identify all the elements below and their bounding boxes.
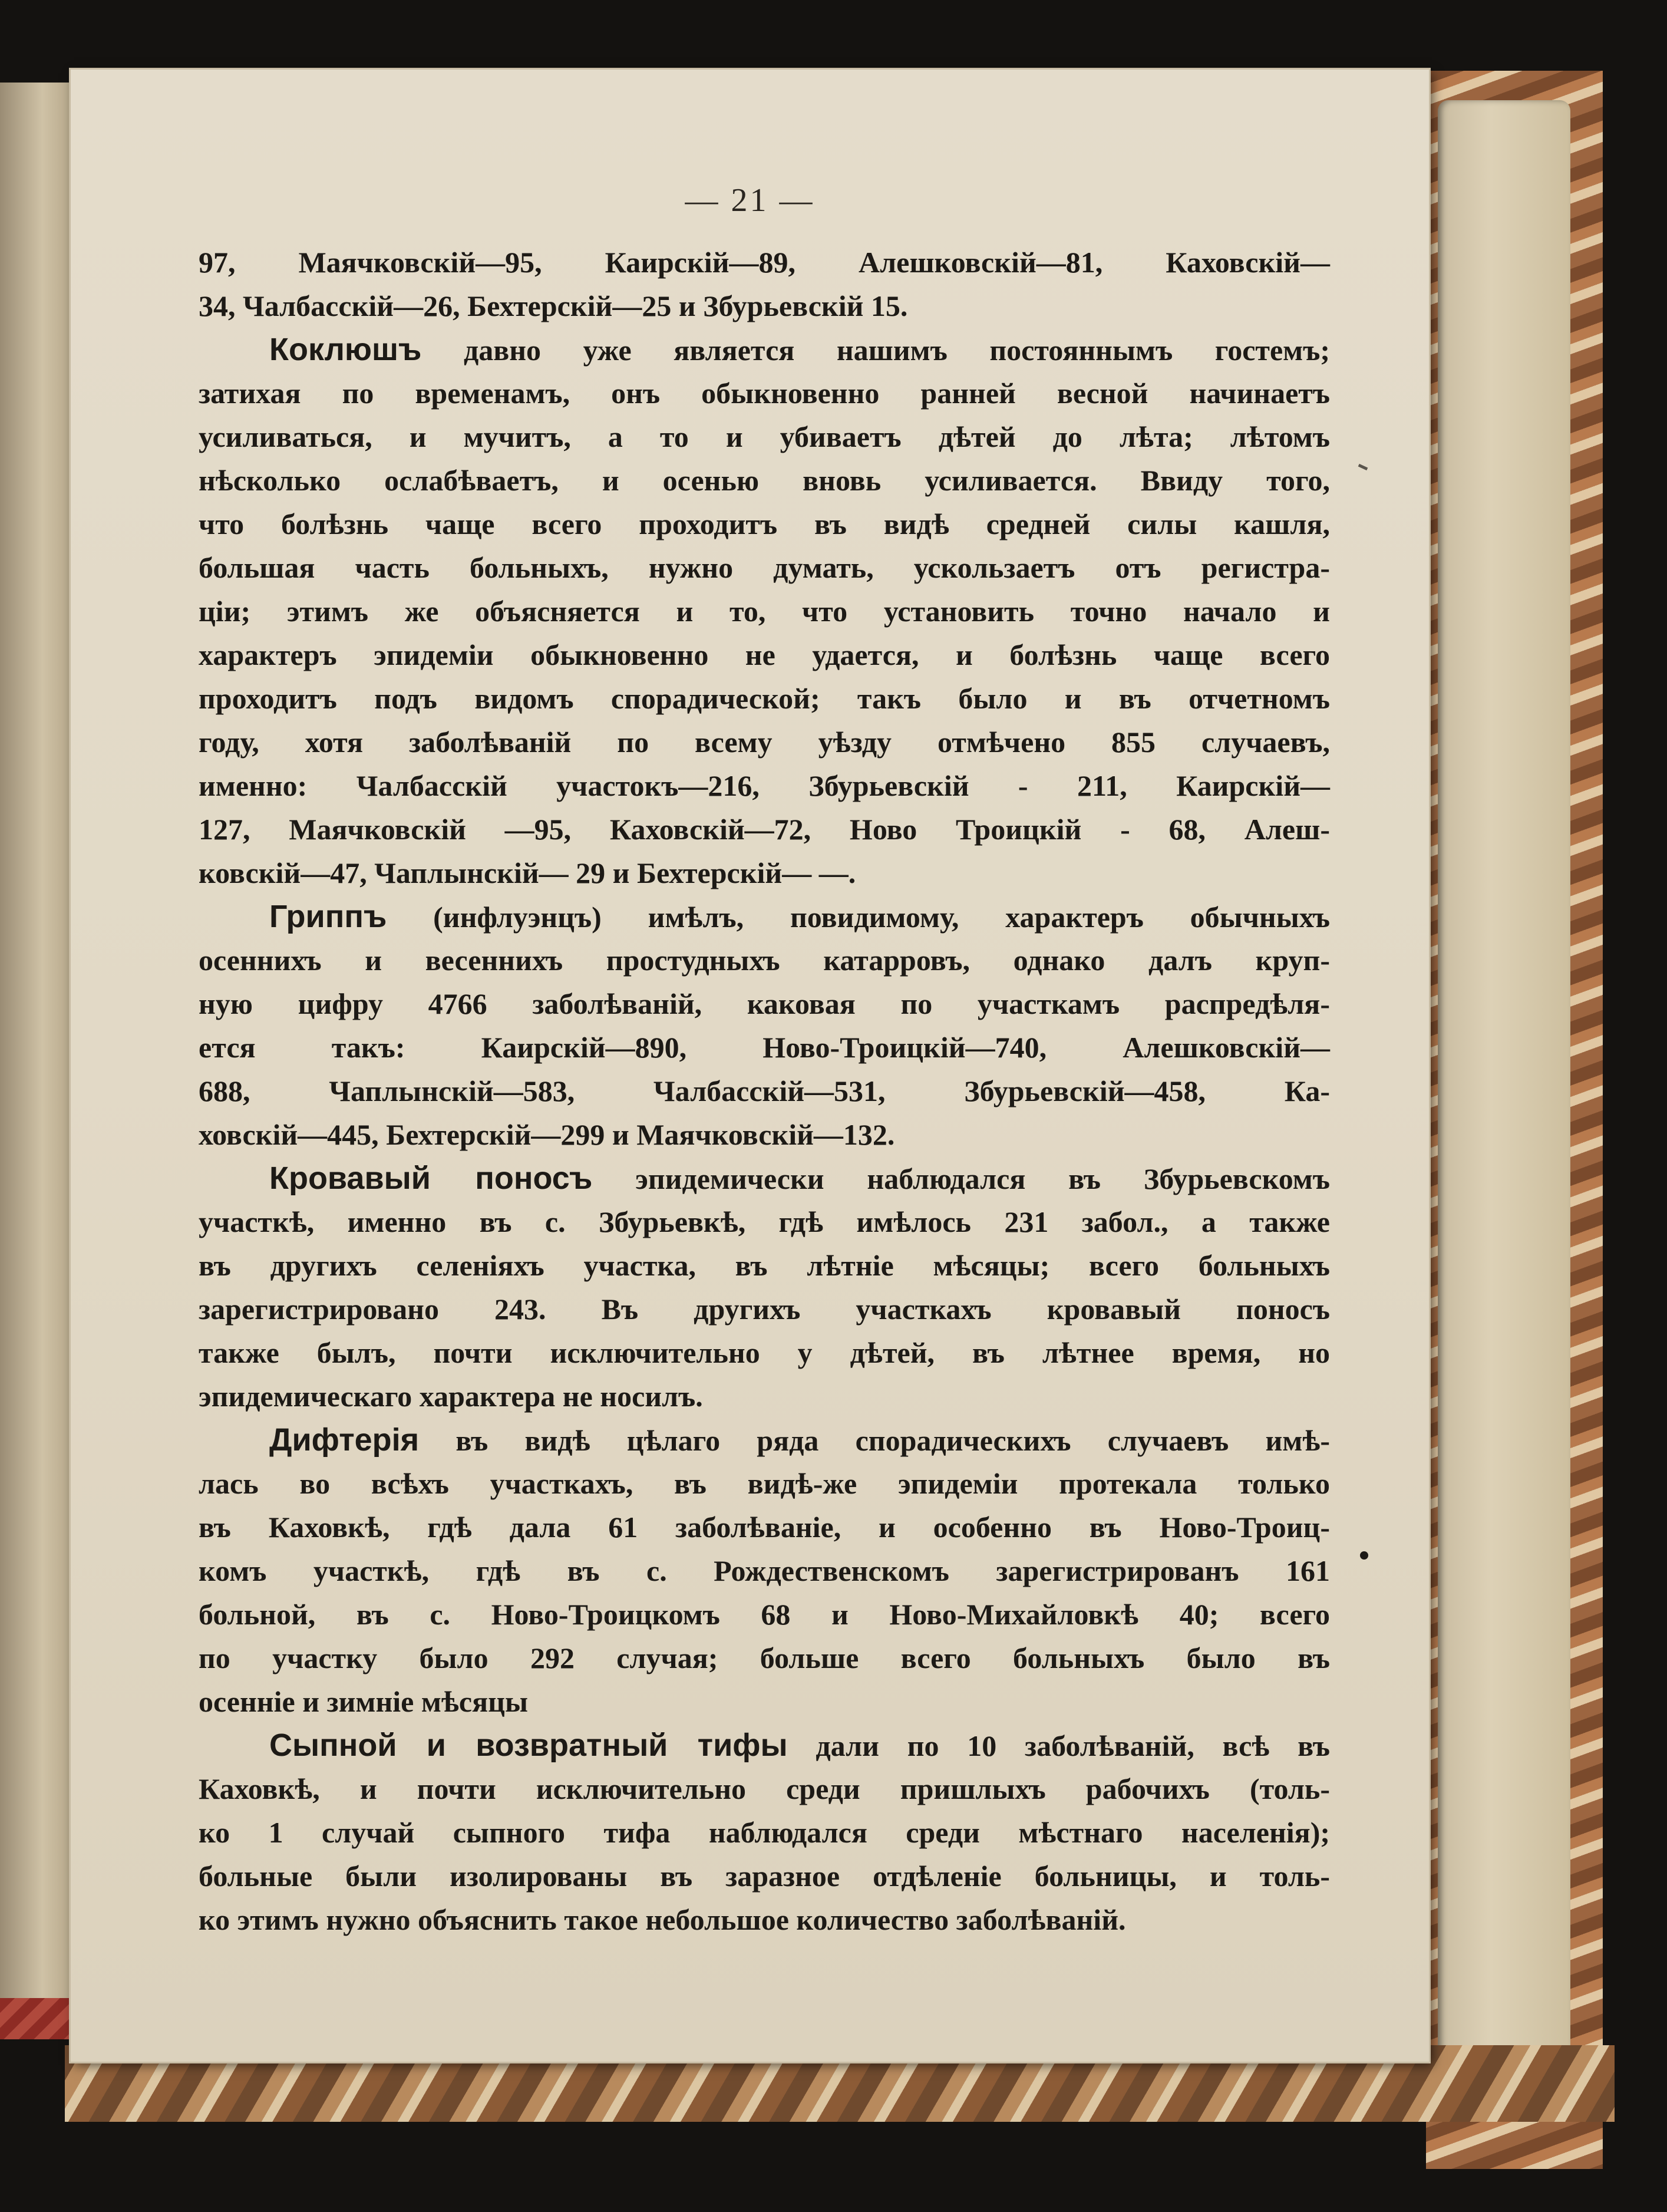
line-text: больные были изолированы въ заразное отдѣленіе больницы, и толь- — [199, 1860, 1330, 1893]
text-line — [199, 1287, 1330, 1331]
line-text: усиливаться, и мучитъ, а то и убиваетъ дѣтей до лѣта; лѣтомъ — [199, 420, 1330, 453]
text-line — [199, 807, 1330, 851]
line-text: большая часть больныхъ, нужно думать, ускользаетъ отъ регистра- — [199, 551, 1330, 584]
text-line — [199, 240, 1330, 284]
line-text: ціи; этимъ же объясняется и то, что установить точно начало и — [199, 595, 1330, 628]
line-text: Каховкѣ, и почти исключительно среди пришлыхъ рабочихъ (толь- — [199, 1772, 1330, 1805]
text-line — [199, 1636, 1330, 1680]
text-line — [199, 1549, 1330, 1593]
text-line — [199, 1462, 1330, 1505]
text-line — [199, 1200, 1330, 1244]
line-text: ется такъ: Каирскій—890, Ново-Троицкій—740, Алешковскій— — [199, 1031, 1330, 1064]
text-line — [199, 938, 1330, 982]
text-line — [199, 677, 1330, 720]
line-text: ко этимъ нужно объяснить такое небольшое количество заболѣваній. — [199, 1903, 1126, 1936]
text-line — [199, 764, 1330, 807]
text-line — [199, 982, 1330, 1026]
line-text: проходитъ подъ видомъ спорадической; такъ было и въ отчетномъ — [199, 682, 1330, 715]
line-text: участкѣ, именно въ с. Збурьевкѣ, гдѣ имѣлось 231 забол., а также — [199, 1205, 1330, 1238]
line-text: также былъ, почти исключительно у дѣтей, въ лѣтнее время, но — [199, 1336, 1330, 1369]
margin-dot — [1360, 1551, 1368, 1560]
text-line — [199, 1113, 1330, 1156]
text-line — [199, 1723, 1330, 1767]
page-number: — 21 — — [685, 182, 815, 219]
line-text: именно: Чалбасскій участокъ—216, Збурьевскій - 211, Каирскій— — [199, 769, 1330, 802]
text-line — [199, 1680, 1330, 1723]
book-page — [71, 70, 1429, 2062]
facing-page-edge — [0, 83, 74, 2039]
line-text: больной, въ с. Ново-Троицкомъ 68 и Ново-Михайловкѣ 40; всего — [199, 1598, 1330, 1631]
text-line — [199, 1069, 1330, 1113]
line-text: 97, Маячковскій—95, Каирскій—89, Алешковскій—81, Каховскій— — [199, 246, 1330, 279]
line-text: ную цифру 4766 заболѣваній, каковая по участкамъ распредѣля- — [199, 987, 1330, 1020]
line-text: характеръ эпидеміи обыкновенно не удается, и болѣзнь чаще всего — [199, 638, 1330, 671]
line-text: зарегистрировано 243. Въ другихъ участкахъ кровавый поносъ — [199, 1293, 1330, 1326]
line-text: давно уже является нашимъ постояннымъ гостемъ; — [463, 334, 1331, 367]
text-line — [199, 1811, 1330, 1854]
text-line — [199, 1026, 1330, 1069]
line-text: нѣсколько ослабѣваетъ, и осенью вновь усиливается. Ввиду того, — [199, 464, 1330, 497]
text-line — [199, 328, 1330, 371]
line-text: дали по 10 заболѣваній, всѣ въ — [816, 1729, 1330, 1762]
line-text: въ другихъ селеніяхъ участка, въ лѣтніе мѣсяцы; всего больныхъ — [199, 1249, 1330, 1282]
line-text: осеннихъ и весеннихъ простудныхъ катарровъ, однако далъ круп- — [199, 944, 1330, 977]
text-line — [199, 1374, 1330, 1418]
line-text: 34, Чалбасскій—26, Бехтерскій—25 и Збурьевскій 15. — [199, 289, 908, 322]
section-heading: Кровавый поносъ — [269, 1161, 593, 1196]
text-line — [199, 546, 1330, 589]
line-text: (инфлуэнцъ) имѣлъ, повидимому, характеръ обычныхъ — [433, 901, 1330, 934]
line-text: комъ участкѣ, гдѣ въ с. Рождественскомъ зарегистрированъ 161 — [199, 1554, 1330, 1587]
book-board-right — [1438, 100, 1570, 2092]
text-line — [199, 1898, 1330, 1941]
text-line — [199, 1331, 1330, 1374]
text-line — [199, 459, 1330, 502]
line-text: ко 1 случай сыпного тифа наблюдался среди мѣстнаго населенія); — [199, 1816, 1330, 1849]
text-line — [199, 720, 1330, 764]
body-text — [199, 240, 1330, 1941]
text-line — [199, 633, 1330, 677]
line-text: 688, Чаплынскій—583, Чалбасскій—531, Збурьевскій—458, Ка- — [199, 1074, 1330, 1107]
book-cover-edge-left — [0, 1998, 70, 2039]
text-line — [199, 895, 1330, 938]
line-text: ковскій—47, Чаплынскій— 29 и Бехтерскій— —. — [199, 856, 856, 889]
text-line — [199, 1244, 1330, 1287]
text-line — [199, 1854, 1330, 1898]
line-text: году, хотя заболѣваній по всему уѣзду отмѣчено 855 случаевъ, — [199, 726, 1330, 759]
text-line — [199, 1156, 1330, 1200]
line-text: въ Каховкѣ, гдѣ дала 61 заболѣваніе, и особенно въ Ново-Троиц- — [199, 1511, 1330, 1544]
section-heading: Коклюшъ — [269, 332, 422, 367]
text-line — [199, 502, 1330, 546]
line-text: эпидемическаго характера не носилъ. — [199, 1380, 703, 1413]
text-line — [199, 1418, 1330, 1462]
text-line — [199, 1505, 1330, 1549]
line-text: 127, Маячковскій —95, Каховскій—72, Ново Троицкій - 68, Алеш- — [199, 813, 1330, 846]
text-line — [199, 851, 1330, 895]
text-line — [199, 589, 1330, 633]
text-line — [199, 1593, 1330, 1636]
text-line — [199, 1767, 1330, 1811]
line-text: по участку было 292 случая; больше всего больныхъ было въ — [199, 1641, 1330, 1674]
line-text: затихая по временамъ, онъ обыкновенно ранней весной начинаетъ — [199, 377, 1330, 410]
text-line — [199, 371, 1330, 415]
text-line — [199, 415, 1330, 459]
line-text: въ видѣ цѣлаго ряда спорадическихъ случаевъ имѣ- — [455, 1424, 1330, 1457]
line-text: осенніе и зимніе мѣсяцы — [199, 1685, 529, 1718]
section-heading: Дифтерія — [269, 1422, 420, 1458]
line-text: эпидемически наблюдался въ Збурьевскомъ — [635, 1162, 1330, 1195]
section-heading: Гриппъ — [269, 899, 387, 934]
section-heading: Сыпной и возвратный тифы — [269, 1728, 788, 1763]
text-line — [199, 284, 1330, 328]
line-text: лась во всѣхъ участкахъ, въ видѣ-же эпидеміи протекала только — [199, 1467, 1330, 1500]
line-text: что болѣзнь чаще всего проходитъ въ видѣ средней силы кашля, — [199, 507, 1330, 540]
line-text: ховскій—445, Бехтерскій—299 и Маячковскій—132. — [199, 1118, 895, 1151]
